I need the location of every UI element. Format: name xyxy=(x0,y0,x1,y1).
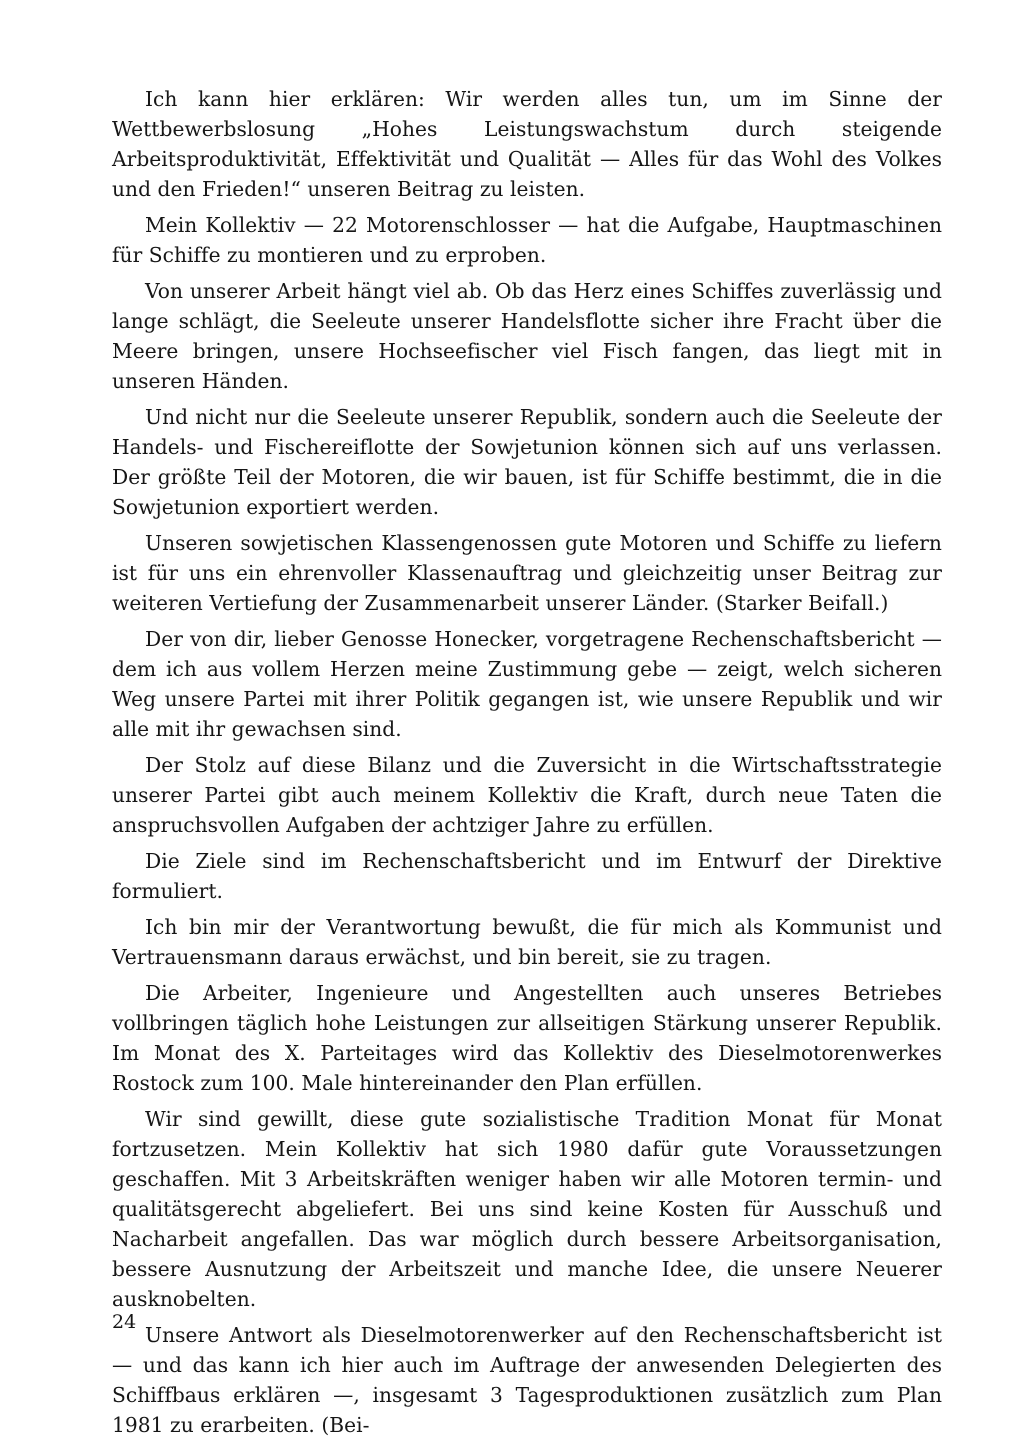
paragraph: Unseren sowjetischen Klassengenossen gute Motoren und Schiffe zu liefern ist für uns ein ehrenvoller Klassenauftrag und gleichzeitig unser Beitrag zur weiteren Vertiefung der Zusammenarbeit unserer Länder. (Starker Beifall.) xyxy=(112,531,942,615)
paragraph: Unsere Antwort als Dieselmotorenwerker auf den Rechenschaftsbericht ist — und das kann ich hier auch im Auftrage der anwesenden Delegierten des Schiffbaus erklären —, insgesamt 3 Tagesproduktionen zusätzlich zum Plan 1981 zu erarbeiten. (Bei- xyxy=(112,1323,942,1437)
paragraph: Mein Kollektiv — 22 Motorenschlosser — hat die Aufgabe, Hauptmaschinen für Schiffe zu montieren und zu erproben. xyxy=(112,213,942,267)
paragraph: Von unserer Arbeit hängt viel ab. Ob das Herz eines Schiffes zuverlässig und lange schlägt, die Seeleute unserer Handelsflotte sicher ihre Fracht über die Meere bringen, unsere Hochseefischer viel Fisch fangen, das liegt mit in unseren Händen. xyxy=(112,279,942,393)
paragraph: Der von dir, lieber Genosse Honecker, vorgetragene Rechenschaftsbericht — dem ich aus vollem Herzen meine Zustimmung gebe — zeigt, welch sicheren Weg unsere Partei mit ihrer Politik gegangen ist, wie unsere Republik und wir alle mit ihr gewachsen sind. xyxy=(112,627,942,741)
paragraph: Die Arbeiter, Ingenieure und Angestellten auch unseres Betriebes vollbringen täglich hohe Leistungen zur allseitigen Stärkung unserer Republik. Im Monat des X. Parteitages wird das Kollektiv des Dieselmotorenwerkes Rostock zum 100. Male hintereinander den Plan erfüllen. xyxy=(112,981,942,1095)
body-text xyxy=(112,84,942,1446)
paragraph: Ich kann hier erklären: Wir werden alles tun, um im Sinne der Wettbewerbslosung „Hohes Leistungswachstum durch steigende Arbeitsproduktivität, Effektivität und Qualität — Alles für das Wohl des Volkes und den Frieden!“ unseren Beitrag zu leisten. xyxy=(112,87,942,201)
paragraph: Wir sind gewillt, diese gute sozialistische Tradition Monat für Monat fortzusetzen. Mein Kollektiv hat sich 1980 dafür gute Voraussetzungen geschaffen. Mit 3 Arbeitskräften weniger haben wir alle Motoren termin- und qualitätsgerecht abgeliefert. Bei uns sind keine Kosten für Ausschuß und Nacharbeit angefallen. Das war möglich durch bessere Arbeitsorganisation, bessere Ausnutzung der Arbeitszeit und manche Idee, die unsere Neuerer ausknobelten. xyxy=(112,1107,942,1311)
paragraph: Ich bin mir der Verantwortung bewußt, die für mich als Kommunist und Vertrauensmann daraus erwächst, und bin bereit, sie zu tragen. xyxy=(112,915,942,969)
page-number: 24 xyxy=(112,1311,137,1333)
paragraph: Die Ziele sind im Rechenschaftsbericht und im Entwurf der Direktive formuliert. xyxy=(112,849,942,903)
paragraph: Der Stolz auf diese Bilanz und die Zuversicht in die Wirtschaftsstrategie unserer Partei gibt auch meinem Kollektiv die Kraft, durch neue Taten die anspruchsvollen Aufgaben der achtziger Jahre zu erfüllen. xyxy=(112,753,942,837)
paragraph: Und nicht nur die Seeleute unserer Republik, sondern auch die Seeleute der Handels- und Fischereiflotte der Sowjetunion können sich auf uns verlassen. Der größte Teil der Motoren, die wir bauen, ist für Schiffe bestimmt, die in die Sowjetunion exportiert werden. xyxy=(112,405,942,519)
